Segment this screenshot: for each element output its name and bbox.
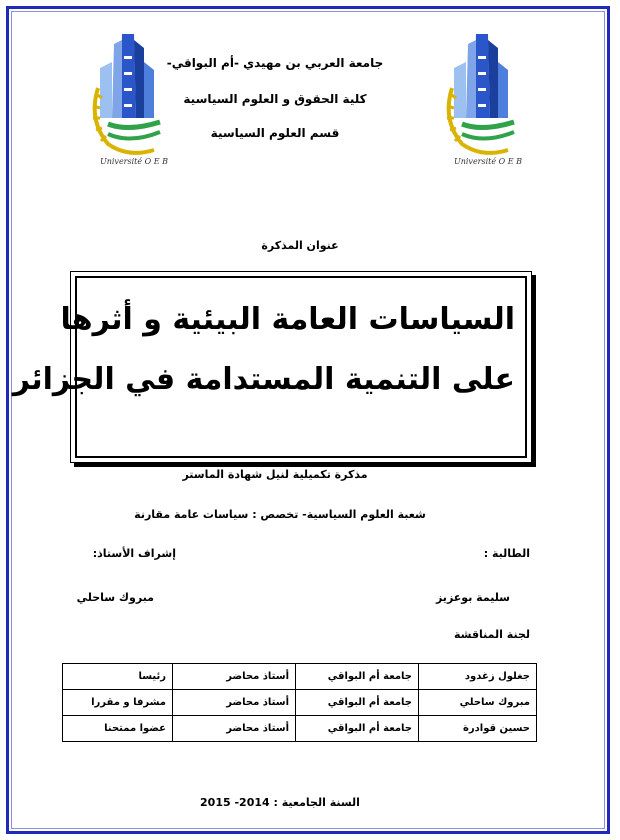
member-institution: جامعة أم البواقي <box>296 664 419 690</box>
member-name: مبروك ساحلي <box>419 690 537 716</box>
academic-year: السنة الجامعية : 2014- 2015 <box>200 796 360 809</box>
member-institution: جامعة أم البواقي <box>296 690 419 716</box>
thesis-subtitle: مذكرة تكميلية لنيل شهادة الماستر <box>182 468 368 481</box>
committee-table <box>62 663 537 742</box>
member-rank: أستاذ محاضر <box>173 690 296 716</box>
department-name: قسم العلوم السياسية <box>210 126 340 140</box>
logo-caption-left: Université O E B <box>99 157 169 166</box>
member-name: جغلول زغدود <box>419 664 537 690</box>
committee-label: لجنة المناقشة <box>453 628 530 641</box>
supervisor-label: إشراف الأستاذ: <box>92 547 176 560</box>
university-logo-right <box>432 28 530 168</box>
member-institution: جامعة أم البواقي <box>296 716 419 742</box>
thesis-title-line-2: على التنمية المستدامة في الجزائر <box>12 362 515 397</box>
member-rank: أستاذ محاضر <box>173 664 296 690</box>
member-role: عضوا ممتحنا <box>63 716 173 742</box>
student-name: سليمة بوعزيز <box>435 591 510 604</box>
member-name: حسين قوادرة <box>419 716 537 742</box>
university-name: جامعة العربي بن مهيدي -أم البواقي- <box>166 56 384 70</box>
student-label: الطالبة : <box>483 547 530 560</box>
thesis-title-line-1: السياسات العامة البيئية و أثرها <box>60 302 515 337</box>
faculty-name: كلية الحقوق و العلوم السياسية <box>183 92 367 106</box>
logo-caption-right: Université O E B <box>453 157 523 166</box>
member-role: مشرفا و مقررا <box>63 690 173 716</box>
specialty-line: شعبة العلوم السياسية- تخصص : سياسات عامة مقارنة <box>134 508 426 521</box>
table-row <box>63 716 537 742</box>
member-rank: أستاذ محاضر <box>173 716 296 742</box>
member-role: رئيسا <box>63 664 173 690</box>
thesis-title-label: عنوان المذكرة <box>261 239 339 252</box>
table-row <box>63 664 537 690</box>
table-row <box>63 690 537 716</box>
title-box <box>12 271 532 463</box>
supervisor-name: مبروك ساحلي <box>76 591 154 604</box>
title-box-inner <box>12 276 527 458</box>
